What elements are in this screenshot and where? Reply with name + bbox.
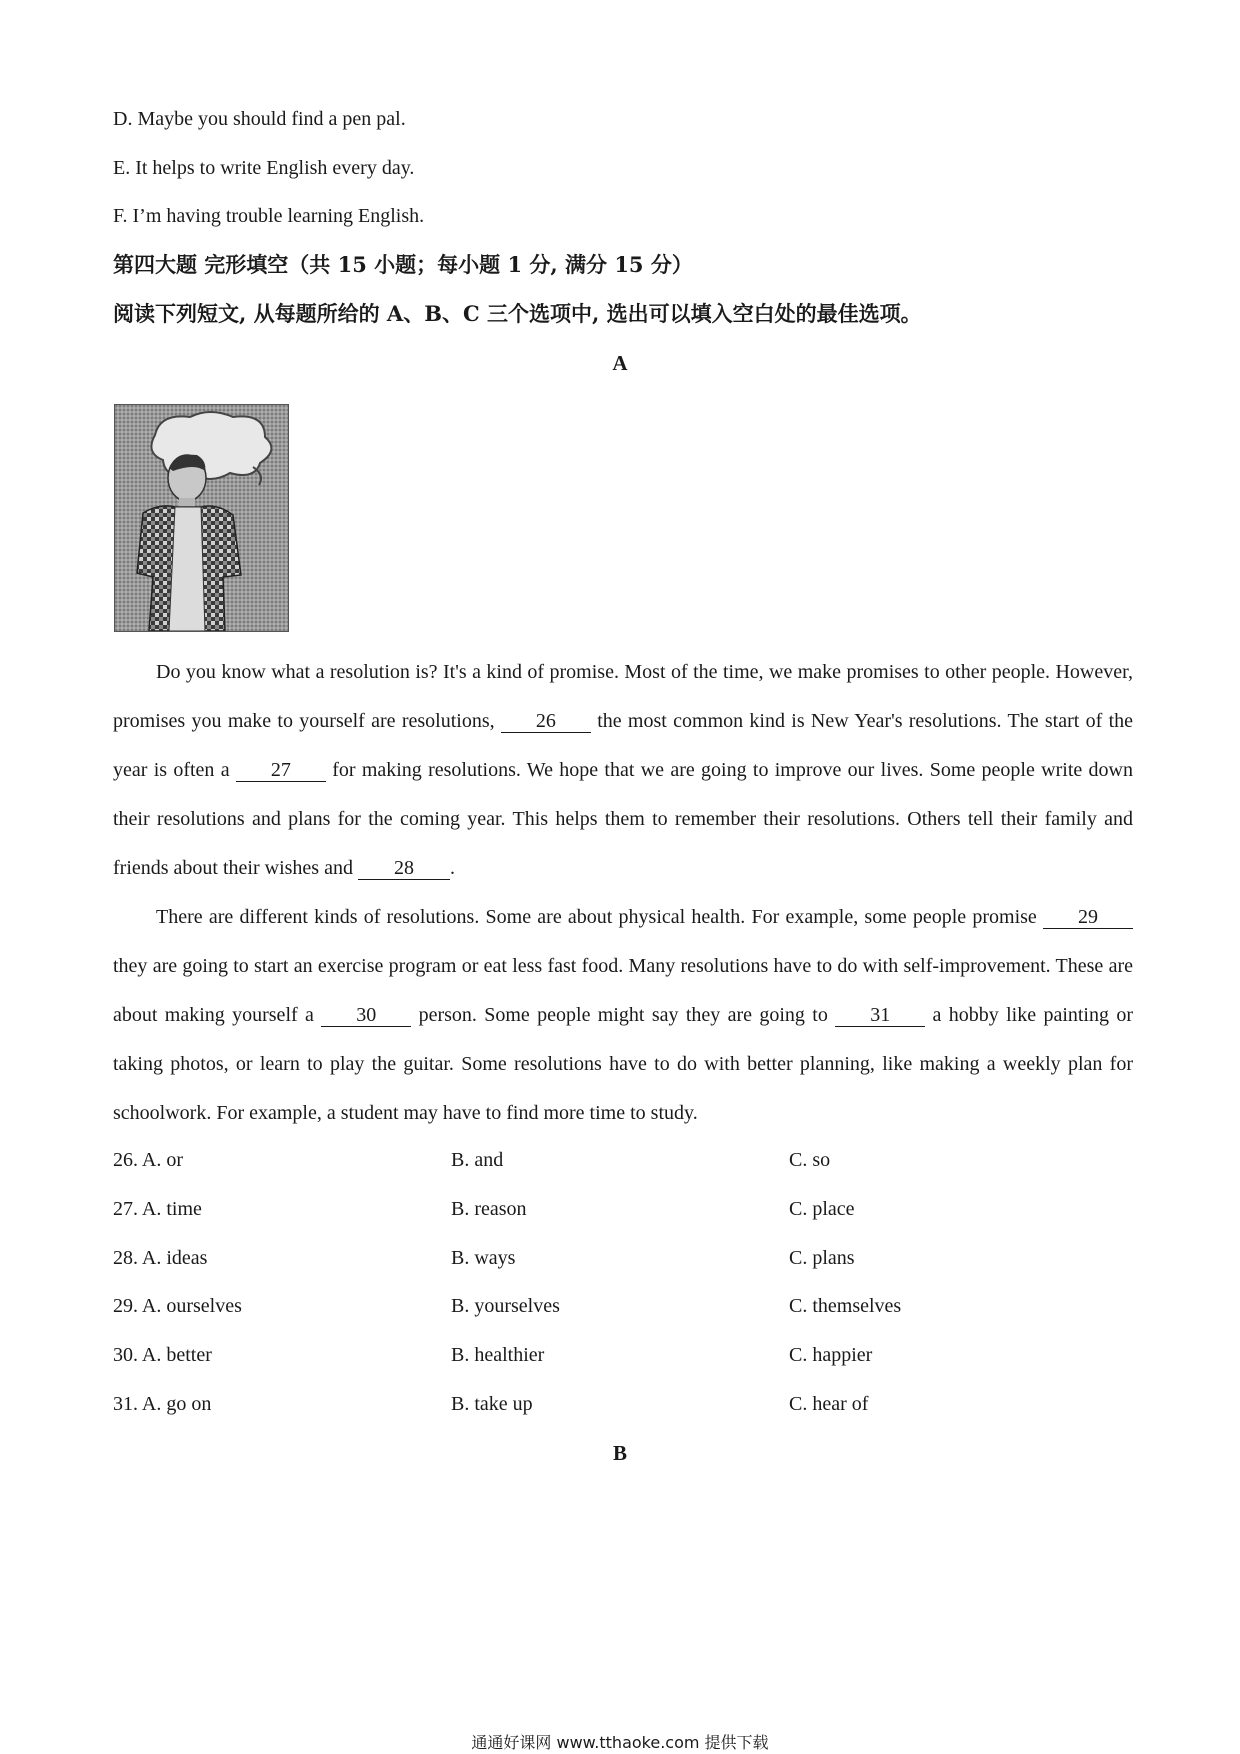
blank-28: 28 [358,857,450,880]
option-a: 31. A. go on [113,1393,212,1415]
option-c: C. place [789,1198,855,1220]
question-29 [113,1293,1133,1319]
option-b: B. reason [451,1198,527,1220]
option-b: B. healthier [451,1344,545,1366]
option-a: 28. A. ideas [113,1247,208,1269]
option-a: 29. A. ourselves [113,1295,242,1317]
blank-29: 29 [1043,906,1133,929]
question-31 [113,1391,1133,1417]
option-c: C. themselves [789,1295,902,1317]
question-28 [113,1245,1133,1271]
option-b: B. yourselves [451,1295,560,1317]
option-c: C. plans [789,1247,855,1269]
blank-30: 30 [321,1004,411,1027]
page-footer: 通通好课网 www.tthaoke.com 提供下载 [471,1733,769,1752]
passage-a [113,648,1133,1138]
question-27 [113,1196,1133,1222]
section-instruction: 阅读下列短文, 从每题所给的 A、B、C 三个选项中, 选出可以填入空白处的最佳选项。 [113,301,922,326]
question-30 [113,1342,1133,1368]
para1-text-3: for making resolutions. We hope that we are going to improve our lives. Some people write down their resolutions and plans for the coming year. This helps them to remember their resolutions. Others tell their family and friends about their wishes and [113,759,1133,879]
question-26 [113,1147,1133,1173]
option-e: E. It helps to write English every day. [113,157,415,179]
para1-text-1: Do you know what a resolution is? It's a kind of promise. Most of the time, we make promises to other people. However, promises you make to yourself are resolutions, [113,661,1133,732]
part-b-label: B [612,1441,627,1465]
para1-text-4: . [449,857,455,879]
blank-27: 27 [236,759,326,782]
option-a: 30. A. better [113,1344,212,1366]
paragraph-2 [113,893,1133,1138]
option-c: C. hear of [789,1393,869,1415]
man-thinking-photo [114,404,289,632]
blank-26: 26 [501,710,591,733]
option-c: C. so [789,1149,831,1171]
section-title: 第四大题 完形填空（共 15 小题；每小题 1 分, 满分 15 分） [113,252,693,277]
blank-31: 31 [835,1004,925,1027]
option-c: C. happier [789,1344,873,1366]
option-a: 26. A. or [113,1149,183,1171]
option-b: B. and [451,1149,504,1171]
para2-text-1: There are different kinds of resolutions. Some are about physical health. For example, some people promise [156,906,1043,928]
option-b: B. ways [451,1247,516,1269]
option-a: 27. A. time [113,1198,202,1220]
para2-text-4: a hobby like painting or taking photos, or learn to play the guitar. Some resolutions have to do with better planning, like making a weekly plan for schoolwork. For example, a student may have to find more time to study. [113,1004,1133,1124]
paragraph-1 [113,648,1133,893]
para1-text-2: the most common kind is New Year's resolutions. The start of the year is often a [113,710,1134,781]
option-b: B. take up [451,1393,533,1415]
option-f: F. I’m having trouble learning English. [113,205,425,227]
option-d: D. Maybe you should find a pen pal. [113,108,406,130]
part-a-label: A [612,351,628,375]
para2-text-2: they are going to start an exercise program or eat less fast food. Many resolutions have to do with self-improvement. These are about making yourself a [113,955,1133,1026]
para2-text-3: person. Some people might say they are going to [411,1004,836,1026]
